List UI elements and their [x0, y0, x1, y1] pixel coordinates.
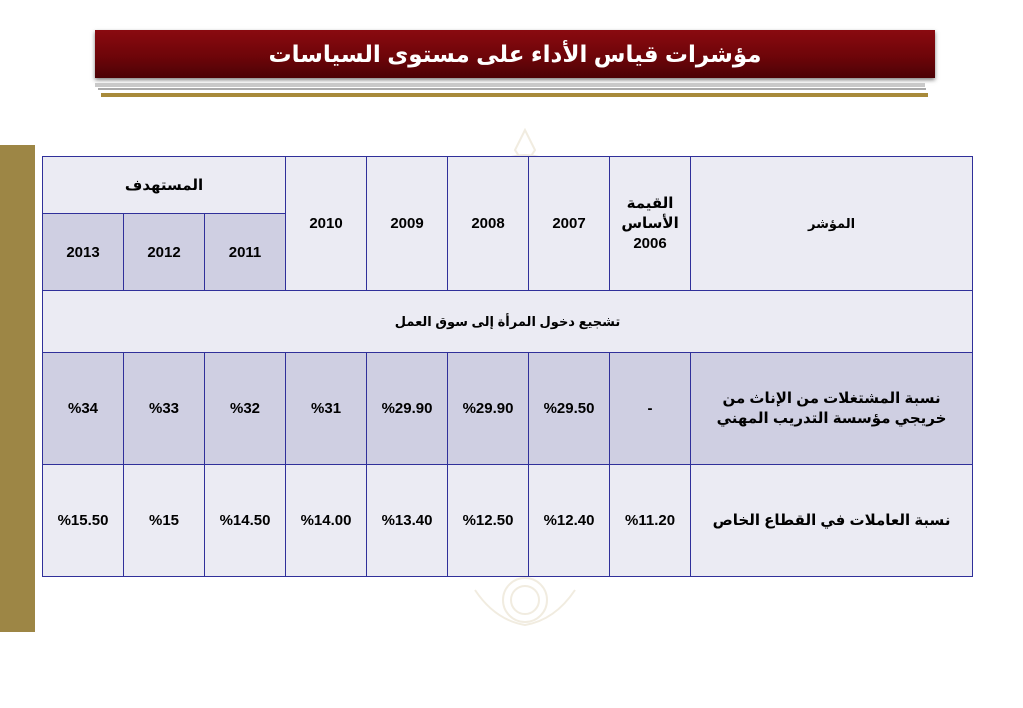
slide-title	[95, 30, 935, 78]
row-label: نسبة المشتغلات من الإناث من خريجي مؤسسة التدريب المهني	[691, 353, 973, 465]
cell-2010: %14.00	[286, 465, 367, 577]
slide-title-text: مؤشرات قياس الأداء على مستوى السياسات	[268, 40, 762, 67]
header-year-2007: 2007	[529, 157, 610, 291]
header-target: المستهدف	[43, 157, 286, 214]
header-year-2008: 2008	[448, 157, 529, 291]
section-row	[43, 291, 973, 353]
header-target-2011: 2011	[205, 214, 286, 291]
cell-2013: %15.50	[43, 465, 124, 577]
section-title: تشجيع دخول المرأة إلى سوق العمل	[43, 291, 973, 353]
cell-2011: %14.50	[205, 465, 286, 577]
header-indicator: المؤشر	[691, 157, 973, 291]
cell-2009: %13.40	[367, 465, 448, 577]
cell-2010: %31	[286, 353, 367, 465]
table-row	[43, 465, 973, 577]
cell-base: %11.20	[610, 465, 691, 577]
header-year-2009: 2009	[367, 157, 448, 291]
cell-2012: %33	[124, 353, 205, 465]
header-target-2012: 2012	[124, 214, 205, 291]
performance-indicators-table	[42, 156, 973, 577]
header-target-2013: 2013	[43, 214, 124, 291]
cell-2013: %34	[43, 353, 124, 465]
cell-2012: %15	[124, 465, 205, 577]
header-row-1	[43, 157, 973, 214]
cell-2009: %29.90	[367, 353, 448, 465]
header-base-value-year: 2006	[633, 234, 667, 252]
cell-2008: %29.90	[448, 353, 529, 465]
title-underline-gold	[101, 93, 928, 97]
header-base-value-line1: القيمة	[626, 194, 674, 212]
header-base-value-line2: الأساس	[621, 214, 679, 232]
cell-base: -	[610, 353, 691, 465]
table-row	[43, 353, 973, 465]
header-base-value	[610, 157, 691, 291]
cell-2011: %32	[205, 353, 286, 465]
cell-2007: %12.40	[529, 465, 610, 577]
row-label: نسبة العاملات في القطاع الخاص	[691, 465, 973, 577]
cell-2007: %29.50	[529, 353, 610, 465]
title-underline-gray	[95, 83, 925, 87]
cell-2008: %12.50	[448, 465, 529, 577]
header-year-2010: 2010	[286, 157, 367, 291]
title-underline-gray-thin	[98, 88, 926, 90]
side-decoration-strip	[0, 145, 35, 632]
